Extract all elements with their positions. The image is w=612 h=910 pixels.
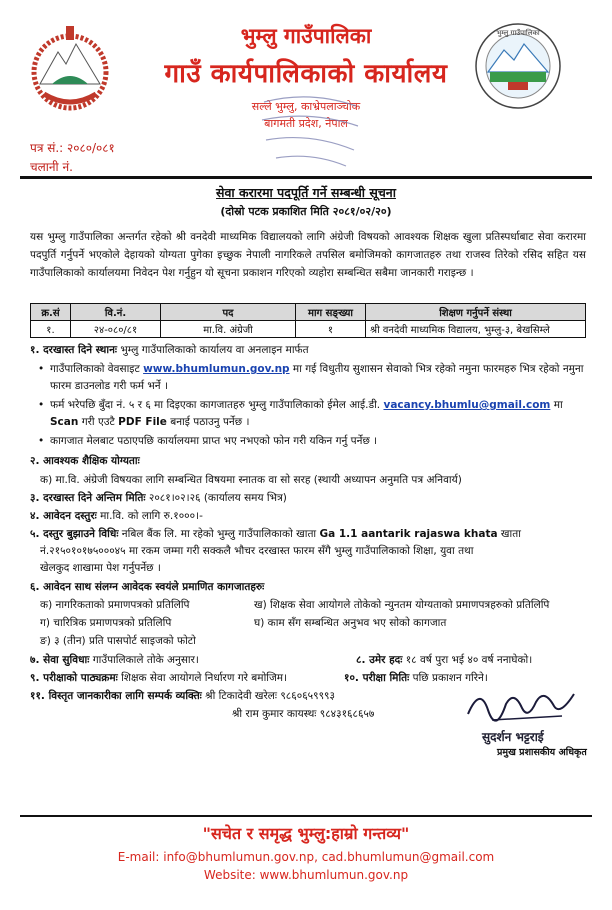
dispatch-number: चलानी नं. [30,160,73,174]
col-post: पद [161,304,296,321]
bullet-2-scan: Scan [50,416,79,428]
section-2-text: क) मा.वि. अंग्रेजी विषयका लागि सम्बन्धित विषयमा स्नातक वा सो सरह (स्थायी अध्यापन अनुमति पत्र अनिवार्य) [40,474,462,486]
signature-icon [462,680,582,728]
bullet-2-mid: मा [550,399,563,411]
section-5-text-c: खाता [497,528,521,540]
section-2-label [30,454,140,468]
section-8-text: १८ वर्ष पुरा भई ४० वर्ष ननाघेको। [402,654,533,666]
section-3 [30,491,287,505]
section-6 [30,580,264,594]
section-4 [30,509,203,523]
section-9-text: शिक्षक सेवा आयोगले निर्धारण गरे बमोजिम। [117,672,288,684]
doc-item-experience: घ) काम सँग सम्बन्धित अनुभव भए सोको कागजात [254,617,447,629]
section-5-label: ५. दस्तुर बुझाउने विधिः [30,528,119,540]
address-line-2: बागमती प्रदेश, नेपाल [264,117,348,130]
col-institution: शिक्षण गर्नुपर्ने संस्था [366,304,586,321]
website-link[interactable]: www.bhumlumun.gov.np [143,363,290,375]
doc-item-character: ग) चारित्रिक प्रमाणपत्रको प्रतिलिपि [40,617,172,629]
section-8 [356,653,532,667]
bullet-2 [50,397,586,431]
cell-post: मा.वि. अंग्रेजी [161,321,296,338]
section-2-heading: २. आवश्यक शैक्षिक योग्यताः [30,455,140,467]
footer-divider [20,815,592,817]
bullet-1 [50,361,586,395]
col-ad-number: वि.नं. [71,304,161,321]
section-10-label: १०. परीक्षा मितिः [344,672,410,684]
section-7-label: ७. सेवा सुविधाः [30,654,90,666]
section-7-text: गाउँपालिकाले तोके अनुसार। [89,654,199,666]
doc-item-citizenship: क) नागरिकताको प्रमाणपत्रको प्रतिलिपि [40,599,190,611]
vacancy-table [30,303,586,338]
section-5-account-name: Ga 1.1 aantarik rajaswa khata [319,528,498,540]
doc-item-qualification: ख) शिक्षक सेवा आयोगले तोकेको न्युनतम योग्यताको प्रमाणपत्रहरुको प्रतिलिपि [254,599,550,611]
svg-text:भुम्लु गाउँपालिका: भुम्लु गाउँपालिका [496,29,540,37]
section-11-label: ११. विस्तृत जानकारीका लागि सम्पर्क व्यक्तिः [30,690,202,702]
header-divider [20,176,592,179]
table-row [31,321,586,338]
section-7 [30,653,199,667]
section-5 [30,527,586,541]
notice-intro: यस भुम्लु गाउँपालिका अन्तर्गत रहेको श्री वनदेवी माध्यमिक विद्यालयको लागि अंग्रेजी विषयको आवश्यक शिक्षक खुला प्रतिस्पर्धाबाट सेवा करारमा पदपुर्ति गर्नुपर्ने भएकोले देहायको योग्यता पुगेका इच्छुक नेपाली नागरिकले तपसिल बमोजिमको कागजातहरु तथा राजस्व तिरेको रसिद सहित यस गाउँपालिकाको कार्यालयमा निवेदन पेश गर्नुहुन यो सूचना प्रकाशन गरिएको व्यहोरा सम्बन्धित सबैमा जानकारी गराइन्छ । [30,231,586,279]
vacancy-email-link[interactable]: vacancy.bhumlu@gmail.com [383,399,551,411]
footer-website[interactable]: Website: www.bhumlumun.gov.np [203,868,409,882]
section-11-contact-1: श्री टिकादेवी खरेलः ९८६०६५९९९३ [201,690,335,702]
section-10-text: पछि प्रकाशन गरिने। [409,672,488,684]
section-1 [30,343,309,357]
bullet-1-post: मा गई विधुतीय सुशासन सेवाको भित्र रहेको नमुना फारमहरु भित्र रहेको नमुना फारम डाउनलोड गरी फर्म भर्ने । [50,363,584,392]
notice-subtitle: (दोस्रो पटक प्रकाशित मिति २०८१/०२/२०) [220,205,392,218]
section-5-line-2: नं.२१५०१०१७५०००४५ मा रकम जम्मा गरी सक्कलै भौचर दरखास्त फारम सँगै भुम्लु गाउँपालिकाको शिक्षा, युवा तथा [40,545,474,557]
bullet-2-pdf: PDF File [118,416,167,428]
bullet-3: • कागजात मेलबाट पठाएपछि कार्यालयमा प्राप्त भए नभएको फोन गरी यकिन गर्नु पर्नेछ । [50,433,586,450]
section-5-text-a: नबिल बैंक लि. मा रहेको भुम्लु गाउँपालिकाको खाता [118,528,320,540]
office-name: गाउँ कार्यपालिकाको कार्यालय [164,59,448,89]
footer-motto: "सचेत र समृद्ध भुम्लु:हाम्रो गन्तव्य" [202,824,410,843]
officer-title: प्रमुख प्रशासकीय अधिकृत [497,747,587,758]
section-4-text: मा.वि. को लागि रु.१०००।- [96,510,203,522]
section-3-text: २०८१।०२।२६ (कार्यालय समय भित्र) [145,492,287,504]
bullet-2-mid2: गरी एउटै [78,416,119,428]
cell-serial: १. [31,321,71,338]
officer-name: सुदर्शन भट्टराई [482,730,544,744]
col-demand: माग सङ्ख्या [296,304,366,321]
section-1-label: १. दरखास्त दिने स्थानः [30,344,118,356]
reference-number: पत्र सं.: २०८०/०८१ [30,141,115,155]
section-9-label: ९. परीक्षाको पाठ्यक्रमः [30,672,118,684]
section-4-label: ४. आवेदन दस्तुरः [30,510,97,522]
section-9 [30,671,287,685]
col-serial: क्र.सं [31,304,71,321]
section-11 [30,689,335,703]
section-8-label: ८. उमेर हदः [356,654,403,666]
section-1-text: भुम्लु गाउँपालिकाको कार्यालय वा अनलाइन मार्फत [117,344,309,356]
bullet-2-pre: फर्म भरेपछि बुँदा नं. ५ र ६ मा दिइएका कागजातहरु भुम्लु गाउँपालिकाको ईमेल आई.डी. [50,399,384,411]
table-header-row [31,304,586,321]
cell-demand: १ [296,321,366,338]
cell-ad-number: २४-०८०/८१ [71,321,161,338]
section-3-label: ३. दरखास्त दिने अन्तिम मितिः [30,492,146,504]
notice-title: सेवा करारमा पदपूर्ति गर्ने सम्बन्धी सूचना [216,185,396,200]
municipality-name: भुम्लु गाउँपालिका [240,24,372,48]
address-line-1: सल्ले भुम्लु, काभ्रेपलाञ्चोक [251,100,361,113]
bullet-1-pre: गाउँपालिकाको वेवसाइट [50,363,144,375]
footer-email[interactable]: E-mail: info@bhumlumun.gov.np, cad.bhumlumun@gmail.com [117,850,495,864]
bullet-2-post: बनाई पठाउनु पर्नेछ । [166,416,250,428]
section-11-contact-2: श्री राम कुमार कायस्थः ९८४३१६८६५७ [232,708,375,720]
section-5-line-3: खेलकुद शाखामा पेश गर्नुपर्नेछ । [40,562,161,574]
section-6-label: ६. आवेदन साथ संलग्न आवेदक स्वयंले प्रमाणित कागजातहरुः [30,581,265,593]
office-stamp-icon [256,92,364,170]
cell-institution: श्री वनदेवी माध्यमिक विद्यालय, भुम्लु-३, बेखसिम्ले [366,321,586,338]
doc-item-photo: ङ) ३ (तीन) प्रति पासपोर्ट साइजको फोटो [40,635,196,647]
